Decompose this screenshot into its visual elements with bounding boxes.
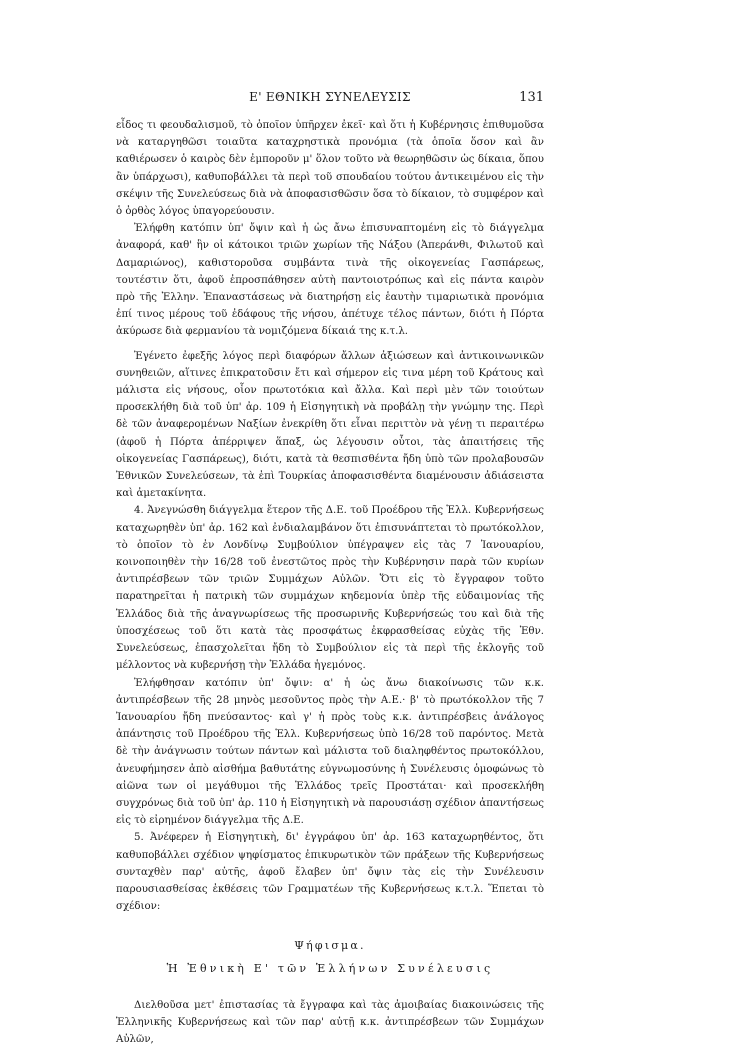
paragraph-naxos-petition: Ἐλήφθη κατόπιν ὑπ' ὄψιν καὶ ἡ ὡς ἄνω ἐπισυναπτομένη εἰς τὸ διάγγελμα ἀναφορά, καθ' ἣν οἱ κάτοικοι τριῶν χωρίων τῆς Νάξου (Ἀπεράνθι, Φιλωτοῦ καὶ Δαμαριώνος), καθιστοροῦσα συμβάντα τινὰ τῆς οἰκογενείας Γασπάρεως, τουτέστιν ὅτι, ἀφοῦ ἐπροσπάθησεν αὐτὴ παντοιοτρόπως καὶ εἰς πάντα καιρὸν πρὸ τῆς Ἐλλην. Ἐπαναστάσεως νὰ διατηρήσῃ εἰς ἑαυτὴν τιμαριωτικὰ προνόμια ἐπί τινος μέρους τοῦ ἐδάφους τῆς νήσου, ἀπέτυχε τέλος πάντων, διότι ἡ Πόρτα ἀκύρωσε διὰ φερμανίου τὰ νομιζόμενα δίκαιά της κ.τ.λ. bbox=[116, 223, 544, 338]
paragraph-item-5: 5. Ἀνέφερεν ἡ Εἰσηγητικὴ, δι' ἐγγράφου ὑπ' ἀρ. 163 καταχωρηθέντος, ὅτι καθυποβάλλει σχέδιον ψηφίσματος ἐπικυρωτικὸν τῶν πράξεων τῆς Κυβερνήσεως συνταχθὲν παρ' αὐτῆς, ἀφοῦ ἔλαβεν ὑπ' ὄψιν τὰς εἰς τὴν Συνέλευσιν παρουσιασθείσας ἐκθέσεις τῶν Γραμματέων τῆς Κυβερνήσεως κ.τ.λ. Ἕπεται τὸ σχέδιον: bbox=[116, 832, 544, 913]
running-head bbox=[116, 90, 544, 110]
paragraph-protocol: Ἐλήφθησαν κατόπιν ὑπ' ὄψιν: α' ἡ ὡς ἄνω διακοίνωσις τῶν κ.κ. ἀντιπρέσβεων τῆς 28 μηνὸς μεσοῦντος πρὸς τὴν Α.Ε.· β' τὸ πρωτόκολλον τῆς 7 Ἰανουαρίου ἤδη πνεύσαντος· καὶ γ' ἡ πρὸς τοὺς κ.κ. ἀντιπρέσβεις ἀνάλογος ἀπάντησις τοῦ Προέδρου τῆς Ἑλλ. Κυβερνήσεως ὑπὸ 16/28 τοῦ παρόντος. Μετὰ δὲ τὴν ἀνάγνωσιν τούτων πάντων καὶ μάλιστα τοῦ διαληφθέντος πρωτοκόλλου, ἀνευφήμησεν ἀπὸ αἰσθήμα βαθυτάτης εὐγνωμοσύνης ἡ Συνέλευσις ὁμοφώνως τὸ αἰῶνα των οἱ μεγάθυμοι τῆς Ἑλλάδος τρεῖς Προστάται· καὶ προσεκλήθη συγχρόνως διὰ τοῦ ὑπ' ἀρ. 110 ἡ Εἰσηγητικὴ νὰ παρουσιάσῃ σχέδιον ἀπαντήσεως εἰς τὸ εἰρημένον διάγγελμα τῆς Δ.Ε. bbox=[116, 677, 544, 827]
resolution-opening: Διελθοῦσα μετ' ἐπιστασίας τὰ ἔγγραφα καὶ τὰς ἀμοιβαίας διακοινώσεις τῆς Ἑλληνικῆς Κυβερνήσεως καὶ τῶν παρ' αὐτῇ κ.κ. ἀντιπρέσβεων τῶν Συμμάχων Αὐλῶν, bbox=[116, 999, 544, 1046]
paragraph-item-4: 4. Ἀνεγνώσθη διάγγελμα ἕτερον τῆς Δ.Ε. τοῦ Προέδρου τῆς Ἑλλ. Κυβερνήσεως καταχωρηθὲν ὑπ' ἀρ. 162 καὶ ἐνδιαλαμβάνον ὅτι ἐπισυνάπτεται τὸ πρωτόκολλον, τὸ ὁποῖον τὸ ἐν Λονδίνῳ Συμβούλιον ὑπέγραψεν εἰς τὰς 7 Ἰανουαρίου, κοινοποιηθὲν τὴν 16/28 τοῦ ἐνεστῶτος πρὸς τὴν Κυβέρνησιν παρὰ τῶν κυρίων ἀντιπρέσβεων τῶν τριῶν Συμμάχων Αὐλῶν. Ὅτι εἰς τὸ ἔγγραφον τοῦτο παρατηρεῖται ἡ πατρικὴ τῶν συμμάχων κηδεμονία ὑπὲρ τῆς εὐδαιμονίας τῆς Ἑλλάδος διὰ τῆς ἀναγνωρίσεως τῆς προσωρινῆς Κυβερνήσεώς του καὶ διὰ τῆς ὑποσχέσεως τοῦ ὅτι κατὰ τὰς προσφάτως ἐκφρασθείσας εὐχὰς τῆς Ἐθν. Συνελεύσεως, ἐπασχολεῖται ἤδη τὸ Συμβούλιον εἰς τὰ περὶ τῆς ἐκλογῆς τοῦ μέλλοντος νὰ κυβερνήσῃ τὴν Ἑλλάδα ἡγεμόνος. bbox=[116, 505, 544, 672]
paragraph-other-claims: Ἐγένετο ἐφεξῆς λόγος περὶ διαφόρων ἄλλων ἀξιώσεων καὶ ἀντικοινωνικῶν συνηθειῶν, αἵτινες ἐπικρατοῦσιν ἔτι καὶ σήμερον εἰς τινα μέρη τοῦ Κράτους καὶ μάλιστα εἰς νήσους, οἷον πρωτοτόκια καὶ ἄλλα. Καὶ περὶ μὲν τῶν τοιούτων προσεκλήθη διὰ τοῦ ὑπ' ἀρ. 109 ἡ Εἰσηγητικὴ νὰ προβάλῃ τὴν γνώμην της. Περὶ δὲ τῶν ἀναφερομένων Ναξίων ἐνεκρίθη ὅτι εἶναι περιττὸν νὰ γένῃ τι περαιτέρω (ἀφοῦ ἡ Πόρτα ἀπέρριψεν ἅπαξ, ὡς λέγουσιν οὗτοι, τὰς ἀπαιτήσεις τῆς οἰκογενείας Γασπάρεως), διότι, κατὰ τὰ θεσπισθέντα ἤδη ὑπὸ τῶν προλαβουσῶν Ἐθνικῶν Συνελεύσεων, τὰ ἐπὶ Τουρκίας ἀποφασισθέντα διαμένουσιν ἀδιάσειστα καὶ ἀμετακίνητα. bbox=[116, 350, 544, 500]
resolution-subheading: Ἡ Ἐθνικὴ Ε' τῶν Ἑλλήνων Συνέλευσις bbox=[166, 961, 494, 975]
page-number: 131 bbox=[519, 90, 544, 105]
resolution-heading: Ψήφισμα. bbox=[294, 939, 366, 953]
paragraph-spacer bbox=[116, 341, 544, 348]
body-text bbox=[116, 117, 544, 1048]
paragraph-continuation: εἶδος τι φεουδαλισμοῦ, τὸ ὁποῖον ὑπῆρχεν ἐκεῖ· καὶ ὅτι ἡ Κυβέρνησις ἐπιθυμοῦσα νὰ καταργηθῶσι τοιαῦτα καταχρηστικὰ προνόμια (τὰ ὁποῖα ὅσον καὶ ἂν καθιέρωσεν ὁ καιρὸς δὲν ἐμποροῦν μ' ὅλον τοῦτο νὰ θεωρηθῶσιν ὡς δίκαια, ὅπου ἂν ὑπάρχωσι), καθυποβάλλει τὰ περὶ τοῦ σπουδαίου τούτου ἀντικειμένου εἰς τὴν σκέψιν τῆς Συνελεύσεως διὰ νὰ ἀποφασισθῶσιν ὅσα τὸ δίκαιον, τὸ συμφέρον καὶ ὁ ὀρθὸς λόγος ὑπαγορεύουσιν. bbox=[116, 120, 544, 218]
running-title: Ε' ΕΘΝΙΚΗ ΣΥΝΕΛΕΥΣΙΣ bbox=[249, 90, 411, 104]
